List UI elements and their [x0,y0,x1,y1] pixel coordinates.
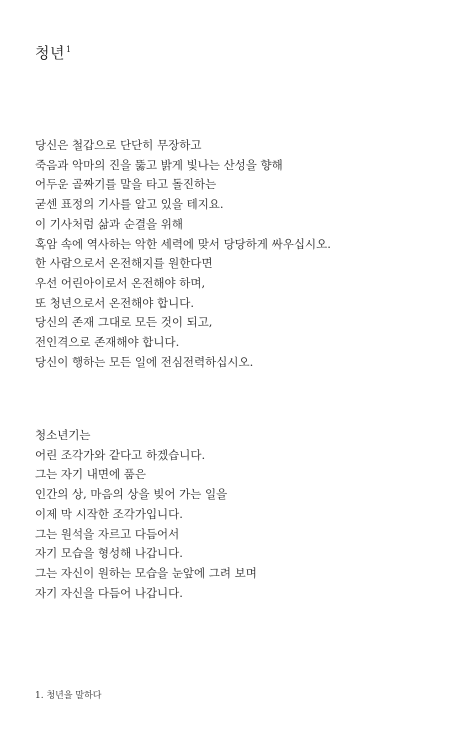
poem-line: 당신이 행하는 모든 일에 전심전력하십시오. [35,354,254,369]
footnote: 1. 청년을 말하다 [35,691,102,701]
poem-line: 또 청년으로서 온전해야 합니다. [35,295,195,310]
poem-line: 자기 자신을 다듬어 나갑니다. [35,585,183,600]
poem-line: 이 기사처럼 삶과 순결을 위해 [35,216,183,231]
poem-line: 어두운 골짜기를 말을 타고 돌진하는 [35,177,217,192]
poem-line: 자기 모습을 형성해 나갑니다. [35,546,183,561]
poem-line: 당신은 철갑으로 단단히 무장하고 [35,138,202,152]
page-title [35,42,72,63]
poem-line: 당신의 존재 그대로 모든 것이 되고, [35,315,213,330]
title-text: 청년 [35,44,65,62]
poem-line: 그는 자신이 원하는 모습을 눈앞에 그려 보며 [35,565,257,580]
poem-line: 전인격으로 존재해야 합니다. [35,335,180,350]
poem-line: 혹암 속에 역사하는 악한 세력에 맞서 당당하게 싸우십시오. [35,236,331,251]
poem-line: 죽음과 악마의 진을 뚫고 밝게 빛나는 산성을 향해 [35,157,283,172]
poem-line: 굳센 표정의 기사를 알고 있을 테지요. [35,197,224,212]
poem-line: 우선 어린아이로서 온전해야 하며, [35,275,206,290]
poem-line: 청소년기는 [35,428,91,442]
footnote-marker: 1 [65,45,72,54]
stanza-2 [35,426,455,603]
poem-line: 그는 자기 내면에 품은 [35,467,146,482]
poem-line: 그는 원석을 자르고 다듬어서 [35,526,180,541]
poem-line: 인간의 상, 마음의 상을 빚어 가는 일을 [35,487,228,502]
poem-line: 한 사람으로서 온전해지를 원한다면 [35,256,213,271]
poem-line: 이제 막 시작한 조각가입니다. [35,506,183,521]
stanza-1 [35,136,455,372]
poem-line: 어린 조각가와 같다고 하겠습니다. [35,447,206,462]
